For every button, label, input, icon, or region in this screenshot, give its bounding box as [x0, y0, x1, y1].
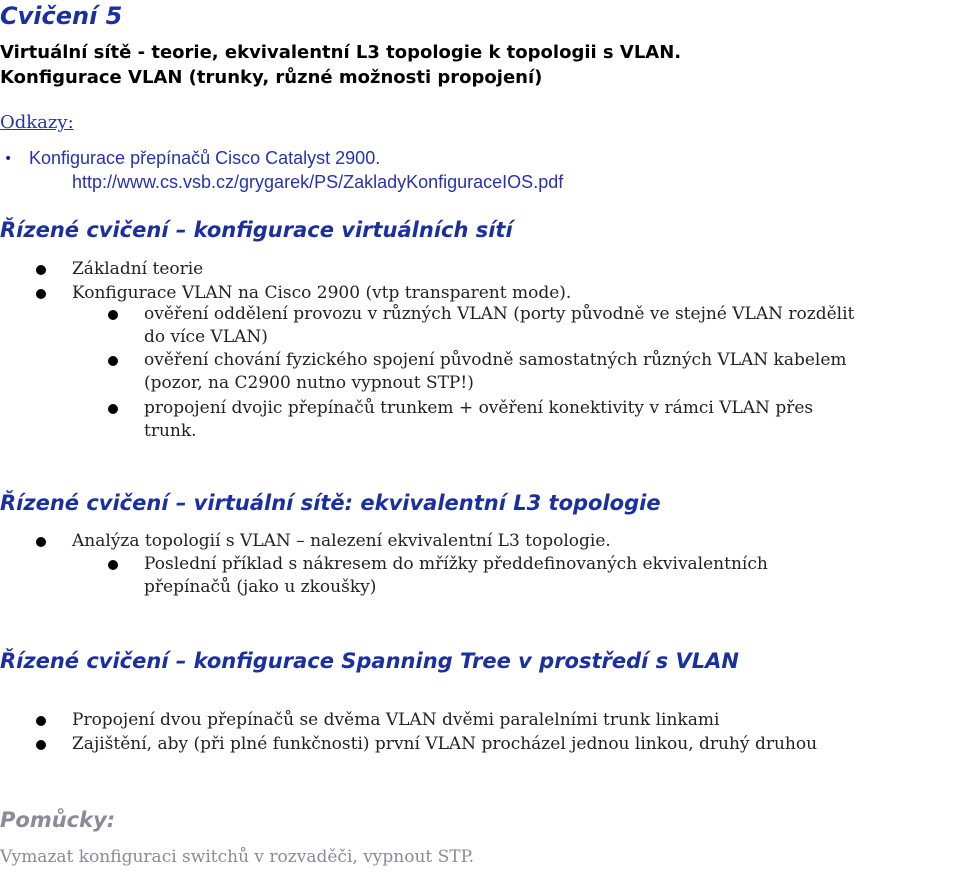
bullet-icon [36, 265, 46, 275]
section-heading-vlan-config: Řízené cvičení – konfigurace virtuálních sítí [0, 218, 513, 242]
page-title: Cvičení 5 [0, 2, 123, 30]
sub-list-item: Poslední příklad s nákresem do mřížky předdefinovaných ekvivalentních [144, 554, 768, 574]
sub-list-item-continuation: (pozor, na C2900 nutno vypnout STP!) [144, 373, 474, 393]
subtitle-line-1: Virtuální sítě - teorie, ekvivalentní L3 topologie k topologii s VLAN. [0, 42, 682, 63]
subtitle-line-2: Konfigurace VLAN (trunky, různé možnosti propojení) [0, 67, 543, 88]
list-item: Propojení dvou přepínačů se dvěma VLAN dvěmi paralelními trunk linkami [72, 710, 720, 730]
bullet-icon [108, 404, 118, 414]
list-item: Zajištění, aby (při plné funkčnosti) první VLAN procházel jednou linkou, druhý druhou [72, 734, 818, 754]
bullet-icon [108, 560, 118, 570]
sub-list-item: ověření chování fyzického spojení původně samostatných různých VLAN kabelem [144, 350, 847, 370]
tools-text: Vymazat konfiguraci switchů v rozvaděči, vypnout STP. [0, 847, 475, 867]
sub-list-item: ověření oddělení provozu v různých VLAN (porty původně ve stejné VLAN rozdělit [144, 304, 855, 324]
bullet-icon [36, 537, 46, 547]
tools-heading: Pomůcky: [0, 808, 116, 832]
bullet-icon [36, 289, 46, 299]
bullet-icon [108, 310, 118, 320]
reference-url-link[interactable]: http://www.cs.vsb.cz/grygarek/PS/ZakladyKonfiguraceIOS.pdf [72, 172, 564, 192]
section-heading-spanning-tree: Řízené cvičení – konfigurace Spanning Tree v prostředí s VLAN [0, 649, 739, 673]
sub-list-item: propojení dvojic přepínačů trunkem + ověření konektivity v rámci VLAN přes [144, 398, 814, 418]
sub-list-item-continuation: do více VLAN) [144, 327, 268, 347]
reference-bullet: • [4, 151, 13, 167]
links-heading: Odkazy: [0, 112, 74, 133]
bullet-icon [36, 740, 46, 750]
list-item: Konfigurace VLAN na Cisco 2900 (vtp transparent mode). [72, 283, 572, 303]
sub-list-item-continuation: přepínačů (jako u zkoušky) [144, 577, 377, 597]
list-item: Analýza topologií s VLAN – nalezení ekvivalentní L3 topologie. [72, 531, 611, 551]
reference-title: Konfigurace přepínačů Cisco Catalyst 2900. [29, 148, 381, 168]
sub-list-item-continuation: trunk. [144, 421, 197, 441]
list-item: Základní teorie [72, 259, 204, 279]
bullet-icon [36, 716, 46, 726]
bullet-icon [108, 356, 118, 366]
section-heading-l3-topology: Řízené cvičení – virtuální sítě: ekvivalentní L3 topologie [0, 491, 661, 515]
